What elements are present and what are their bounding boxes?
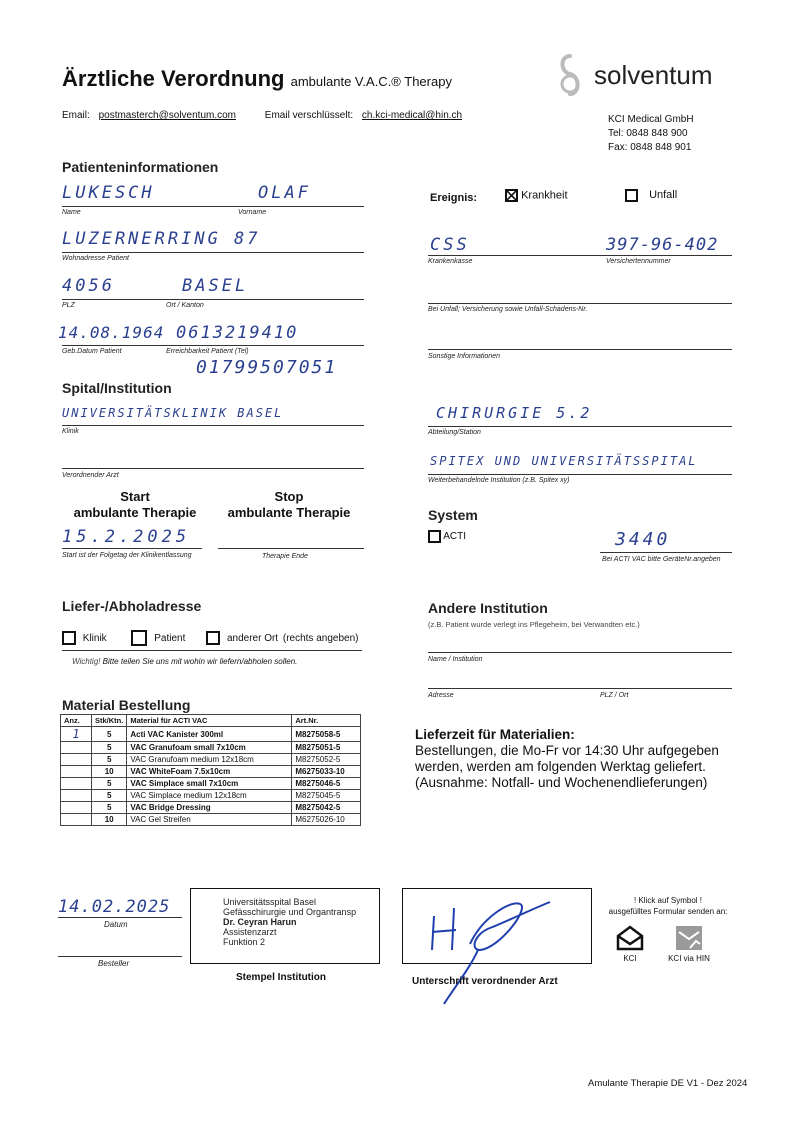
table-row: [61, 766, 361, 778]
label-unfall-info: Bei Unfall; Versicherung sowie Unfall-Schadens-Nr.: [428, 306, 588, 313]
email-enc-link[interactable]: ch.kci-medical@hin.ch: [361, 110, 463, 121]
line: [58, 917, 182, 918]
cell-stk: 5: [92, 778, 127, 790]
cell-artnr: M8275052-5: [292, 754, 361, 766]
cell-anz[interactable]: [61, 742, 92, 754]
spital-klinik: UNIVERSITÄTSKLINIK BASEL: [62, 406, 284, 420]
cell-material: VAC Simplace medium 12x18cm: [127, 790, 292, 802]
cell-material: VAC Bridge Dressing: [127, 802, 292, 814]
checkbox-acti[interactable]: [428, 530, 441, 543]
email-label: Email:: [62, 110, 90, 121]
material-header-row: [61, 715, 361, 727]
section-andere: Andere Institution: [428, 600, 548, 616]
cell-anz[interactable]: [61, 814, 92, 826]
cell-stk: 5: [92, 802, 127, 814]
col-stk: Stk/Ktn.: [92, 715, 127, 727]
line: [428, 426, 732, 427]
check-x-icon: [505, 189, 518, 202]
event-versnr: 397-96-402: [606, 235, 719, 255]
lieferzeit-line1: Bestellungen, die Mo-Fr vor 14:30 Uhr aufgegeben: [415, 743, 719, 758]
label-besteller: Besteller: [98, 959, 130, 968]
cell-anz[interactable]: [61, 790, 92, 802]
cell-material: VAC Granufoam medium 12x18cm: [127, 754, 292, 766]
stamp-text: [223, 897, 356, 947]
stop-title-2: ambulante Therapie: [227, 505, 351, 520]
label-del-klinik: Klinik: [82, 632, 107, 644]
label-device: Bei ACTI VAC bitte GeräteNr.angeben: [602, 556, 721, 563]
event-krankheit[interactable]: [505, 189, 568, 202]
section-spital: Spital/Institution: [62, 380, 172, 396]
send-kci-hin-button[interactable]: [664, 924, 714, 963]
stamp-line4: Assistenzarzt: [223, 927, 277, 937]
label-sonstige: Sonstige Informationen: [428, 353, 500, 360]
cell-artnr: M8275058-5: [292, 727, 361, 742]
label-del-other: anderer Ort: [226, 632, 279, 644]
checkbox-krankheit[interactable]: [505, 189, 518, 202]
cell-artnr: M8275042-5: [292, 802, 361, 814]
cell-anz[interactable]: 1: [61, 727, 92, 742]
label-del-hint: (rechts angeben): [282, 632, 359, 644]
label-kci-hin: KCI via HIN: [668, 954, 710, 963]
label-krankheit: Krankheit: [521, 189, 568, 202]
label-date: Datum: [104, 920, 128, 929]
send-kci-button[interactable]: [612, 924, 648, 963]
stop-title: [214, 489, 364, 521]
label-address: Wohnadresse Patient: [62, 255, 129, 262]
stamp-line1: Universitätsspital Basel: [223, 897, 317, 907]
start-title-1: Start: [120, 489, 150, 504]
material-table: [60, 714, 361, 826]
line: [62, 299, 364, 300]
label-andere-address: Adresse: [428, 692, 454, 699]
cell-anz[interactable]: [61, 766, 92, 778]
start-title-2: ambulante Therapie: [73, 505, 197, 520]
table-row: [61, 802, 361, 814]
patient-plz: 4056: [62, 276, 115, 296]
label-plz: PLZ: [62, 302, 75, 309]
event-unfall[interactable]: [625, 189, 677, 202]
line: [62, 650, 362, 651]
patient-name: LUKESCH: [62, 183, 155, 203]
line: [428, 349, 732, 350]
patient-address: LUZERNERRING 87: [62, 229, 261, 249]
lieferzeit-line2: werden, werden am folgenden Werktag geliefert.: [415, 759, 706, 774]
device-number: 3440: [615, 529, 671, 550]
col-artnr: Art.Nr.: [292, 715, 361, 727]
line: [428, 474, 732, 475]
order-date: 14.02.2025: [58, 897, 171, 917]
delivery-note: [72, 657, 297, 666]
label-acti: ACTI: [443, 531, 467, 543]
delivery-options: [62, 630, 358, 646]
spital-abteilung: CHIRURGIE 5.2: [436, 404, 593, 422]
table-row: [61, 790, 361, 802]
checkbox-klinik[interactable]: [62, 631, 76, 645]
line: [600, 552, 732, 553]
patient-dob: 14.08.1964: [58, 323, 165, 342]
brand-name: solventum: [594, 60, 713, 90]
send-info: [598, 895, 738, 917]
label-vorname: Vorname: [238, 209, 267, 216]
label-andere-plz: PLZ / Ort: [600, 692, 629, 699]
note-text: Bitte teilen Sie uns mit wohin wir liefern/abholen sollen.: [102, 657, 298, 666]
company-tel: Tel: 0848 848 900: [608, 128, 688, 139]
line: [218, 548, 364, 549]
label-ereignis: Ereignis:: [430, 192, 478, 204]
cell-artnr: M8275051-5: [292, 742, 361, 754]
line: [58, 956, 182, 957]
line: [428, 688, 732, 689]
stamp-line3: Dr. Ceyran Harun: [223, 917, 297, 927]
label-andere-name: Name / Institution: [428, 656, 483, 663]
lieferzeit-title: Lieferzeit für Materialien:: [415, 727, 575, 742]
checkbox-other[interactable]: [206, 631, 220, 645]
cell-artnr: M8275046-5: [292, 778, 361, 790]
cell-material: VAC WhiteFoam 7.5x10cm: [127, 766, 292, 778]
label-stop: Therapie Ende: [262, 553, 308, 560]
line: [62, 206, 364, 207]
email-row: [62, 110, 462, 121]
cell-anz[interactable]: [61, 778, 92, 790]
note-important: Wichtig!: [72, 657, 101, 666]
brand-logo: [556, 52, 756, 98]
mail-secure-icon: [674, 924, 704, 952]
label-stamp: Stempel Institution: [236, 972, 326, 983]
cell-stk: 5: [92, 754, 127, 766]
stamp-box: [190, 888, 380, 964]
label-weiter: Weiterbehandelnde Institution (z.B. Spitex xy): [428, 477, 570, 484]
solventum-logo-icon: [556, 52, 594, 98]
company-fax: Fax: 0848 848 901: [608, 142, 692, 153]
patient-vorname: OLAF: [258, 183, 311, 203]
table-row: [61, 727, 361, 742]
cell-anz[interactable]: [61, 802, 92, 814]
label-name: Name: [62, 209, 81, 216]
cell-artnr: M6275026-10: [292, 814, 361, 826]
cell-stk: 10: [92, 766, 127, 778]
line: [62, 252, 364, 253]
line: [62, 468, 364, 469]
label-del-patient: Patient: [154, 632, 186, 644]
cell-anz[interactable]: [61, 754, 92, 766]
label-abteilung: Abteilung/Station: [428, 429, 481, 436]
stamp-line5: Funktion 2: [223, 937, 266, 947]
andere-hint: (z.B. Patient wurde verlegt ins Pflegeheim, bei Verwandten etc.): [428, 620, 640, 629]
section-delivery: Liefer-/Abholadresse: [62, 598, 202, 614]
signature-icon: [410, 888, 580, 1008]
lieferzeit-line3: (Ausnahme: Notfall- und Wochenendlieferungen): [415, 775, 708, 790]
start-date: 15.2.2025: [62, 527, 191, 547]
label-klinik: Klinik: [62, 428, 79, 435]
company-name: KCI Medical GmbH: [608, 114, 694, 125]
section-material: Material Bestellung: [62, 697, 191, 713]
label-signature: Unterschrift verordnender Arzt: [412, 976, 558, 987]
cell-material: Acti VAC Kanister 300ml: [127, 727, 292, 742]
title-sub: ambulante V.A.C.® Therapy: [290, 74, 452, 89]
cell-material: VAC Simplace small 7x10cm: [127, 778, 292, 790]
line: [428, 652, 732, 653]
mail-icon: [615, 924, 645, 952]
cell-material: VAC Granufoam small 7x10cm: [127, 742, 292, 754]
label-arzt: Verordnender Arzt: [62, 472, 119, 479]
patient-ort: BASEL: [182, 276, 249, 296]
line: [62, 548, 202, 549]
checkbox-patient[interactable]: [131, 630, 147, 646]
click-hint: ! Klick auf Symbol !: [633, 896, 703, 905]
col-material: Material für ACTI VAC: [127, 715, 292, 727]
table-row: [61, 814, 361, 826]
cell-stk: 5: [92, 742, 127, 754]
checkbox-unfall[interactable]: [625, 189, 638, 202]
line: [428, 255, 732, 256]
label-dob: Geb.Datum Patient: [62, 348, 122, 355]
start-title: [60, 489, 210, 521]
cell-stk: 5: [92, 727, 127, 742]
cell-artnr: M6275033-10: [292, 766, 361, 778]
table-row: [61, 778, 361, 790]
cell-stk: 10: [92, 814, 127, 826]
lieferzeit-block: [415, 727, 719, 791]
label-phone: Erreichbarkeit Patient (Tel): [166, 348, 249, 355]
label-start: Start ist der Folgetag der Klinikentlassung: [62, 552, 192, 559]
table-row: [61, 754, 361, 766]
line: [428, 303, 732, 304]
stop-title-1: Stop: [274, 489, 304, 504]
line: [62, 425, 364, 426]
company-block: [608, 113, 694, 155]
patient-phone: 0613219410: [176, 323, 299, 343]
form-title: [62, 66, 452, 92]
form-version: Amulante Therapie DE V1 - Dez 2024: [588, 1078, 748, 1089]
patient-phone2: 01799507051: [196, 357, 338, 378]
label-unfall: Unfall: [649, 189, 678, 202]
system-acti[interactable]: [428, 530, 466, 543]
send-hint: ausgefülltes Formular senden an:: [608, 907, 728, 916]
stamp-line2: Gefässchirurgie und Organtransp: [223, 907, 357, 917]
event-kasse: CSS: [430, 235, 470, 255]
email-link[interactable]: postmasterch@solventum.com: [98, 110, 236, 121]
table-row: [61, 742, 361, 754]
spital-weiter: SPITEX UND UNIVERSITÄTSSPITAL: [430, 454, 698, 468]
label-versnr: Versichertennummer: [606, 258, 671, 265]
col-anz: Anz.: [61, 715, 92, 727]
cell-stk: 5: [92, 790, 127, 802]
cell-material: VAC Gel Streifen: [127, 814, 292, 826]
cell-artnr: M8275045-5: [292, 790, 361, 802]
section-patient: Patienteninformationen: [62, 159, 219, 175]
section-system: System: [428, 507, 478, 523]
title-main: Ärztliche Verordnung: [62, 66, 285, 91]
label-kci: KCI: [623, 954, 637, 963]
label-kasse: Krankenkasse: [428, 258, 473, 265]
email-enc-label: Email verschlüsselt:: [264, 110, 354, 121]
line: [62, 345, 364, 346]
label-ort: Ort / Kanton: [166, 302, 204, 309]
